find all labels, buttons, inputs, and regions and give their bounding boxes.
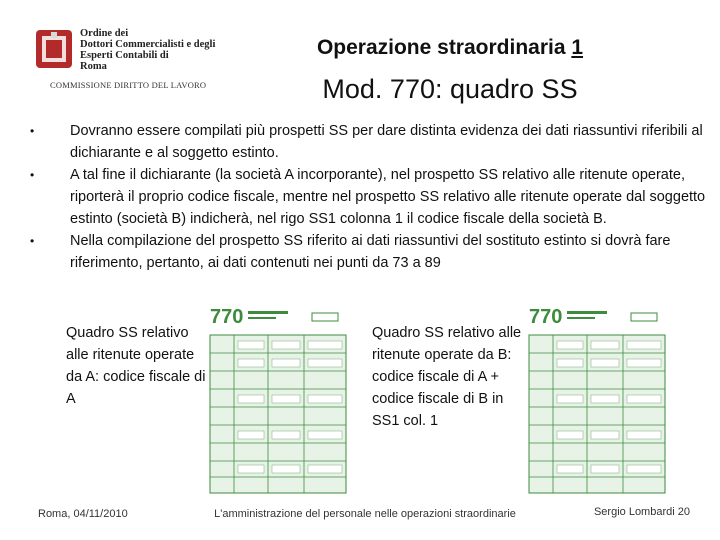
footer-author xyxy=(560,506,690,518)
bullet-item: • A tal fine il dichiarante (la società A incorporante), nel prospetto SS relativo alle ritenute operate, riporterà il proprio codice fiscale, mentre nel prospetto SS relativo alle ritenute operate dal soggetto estinto (società B) indicherà, nel rigo SS1 colonna 1 il codice fiscale della società B. xyxy=(28,164,708,230)
footer-title: L'amministrazione del personale nelle operazioni straordinarie xyxy=(214,508,516,520)
bullet-list xyxy=(28,120,708,274)
slide-subtitle: Mod. 770: quadro SS xyxy=(322,74,578,104)
form-number: 770 xyxy=(210,306,244,328)
bullet-item: • Nella compilazione del prospetto SS riferito ai dati riassuntivi del sostituto estinto si dovrà fare riferimento, pertanto, ai dati contenuti nei punti da 73 a 89 xyxy=(28,230,708,274)
bullet-dot-icon: • xyxy=(30,124,35,138)
form-770-image-b xyxy=(527,305,667,495)
slide-title xyxy=(250,36,650,60)
caption-company-a: Quadro SS relativo alle ritenute operate da A: codice fiscale di A xyxy=(66,325,206,407)
title-number: 1 xyxy=(571,36,584,59)
form-number: 770 xyxy=(529,306,563,328)
bullet-dot-icon: • xyxy=(30,168,35,182)
org-name: Ordine dei Dottori Commercialisti e degli Esperti Contabili di Roma xyxy=(80,28,216,72)
org-logo xyxy=(30,22,230,102)
bullet-item: • Dovranno essere compilati più prospetti SS per dare distinta evidenza dei dati riassuntivi riferibili al dichiarante e al soggetto estinto. xyxy=(28,120,708,164)
bullet-dot-icon: • xyxy=(30,234,35,248)
commission-name: COMMISSIONE DIRITTO DEL LAVORO xyxy=(50,80,207,90)
author-name: Sergio Lombardi xyxy=(593,506,675,518)
caption-company-b: Quadro SS relativo alle ritenute operate da B: codice fiscale di A + codice fiscale di B in SS1 col. 1 xyxy=(372,325,522,429)
seal-icon xyxy=(34,26,74,72)
form-770-image-a xyxy=(208,305,348,495)
page-number: 20 xyxy=(677,506,690,518)
footer-date: Roma, 04/11/2010 xyxy=(38,508,128,520)
title-text: Operazione straordinaria xyxy=(316,36,566,59)
